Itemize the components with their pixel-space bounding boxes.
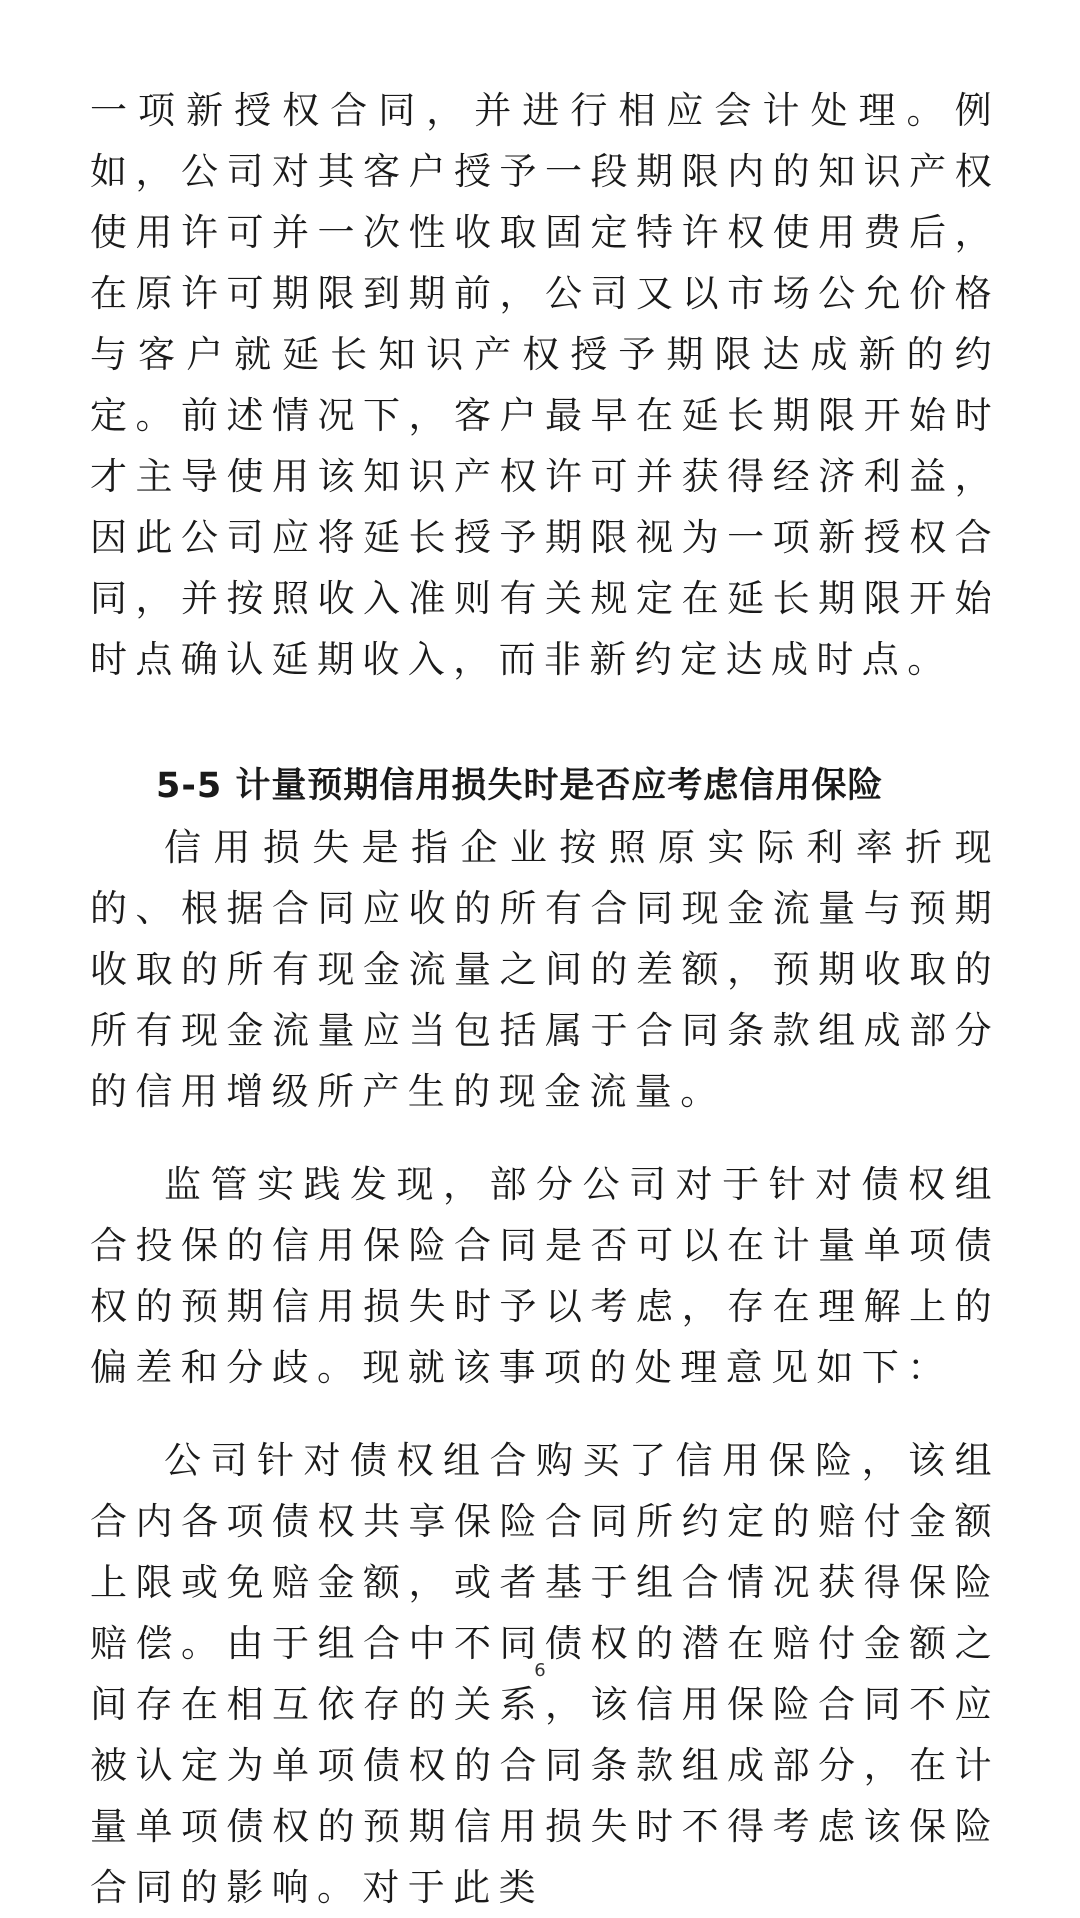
paragraph-credit-loss-definition: 信用损失是指企业按照原实际利率折现的、根据合同应收的所有合同现金流量与预期收取的所有现金流量之间的差额，预期收取的所有现金流量应当包括属于合同条款组成部分的信用增级所产生的现金流量。 xyxy=(90,826,1000,1113)
paragraph-credit-insurance: 公司针对债权组合购买了信用保险，该组合内各项债权共享保险合同所约定的赔付金额上限或免赔金额，或者基于组合情况获得保险赔偿。由于组合中不同债权的潜在赔付金额之间存在相互依存的关系，该信用保险合同不应被认定为单项债权的合同条款组成部分，在计量单项债权的预期信用损失时不得考虑该保险合同的影响。对于此类 xyxy=(90,1439,1000,1909)
section-heading: 5-5 计量预期信用损失时是否应考虑信用保险 xyxy=(156,766,884,806)
spacer xyxy=(90,1398,1000,1430)
page-number: 6 xyxy=(534,1660,546,1681)
paragraph-supervision-finding: 监管实践发现，部分公司对于针对债权组合投保的信用保险合同是否可以在计量单项债权的预期信用损失时予以考虑，存在理解上的偏差和分歧。现就该事项的处理意见如下： xyxy=(90,1163,1000,1389)
spacer xyxy=(90,1122,1000,1154)
paragraph-continued: 一项新授权合同，并进行相应会计处理。例如，公司对其客户授予一段期限内的知识产权使用许可并一次性收取固定特许权使用费后，在原许可期限到期前，公司又以市场公允价格与客户就延长知识产权授予期限达成新的约定。前述情况下，客户最早在延长期限开始时才主导使用该知识产权许可并获得经济利益，因此公司应将延长授予期限视为一项新授权合同，并按照收入准则有关规定在延长期限开始时点确认延期收入，而非新约定达成时点。 xyxy=(90,89,1000,681)
document-body xyxy=(90,80,1000,1918)
spacer xyxy=(90,690,1000,756)
